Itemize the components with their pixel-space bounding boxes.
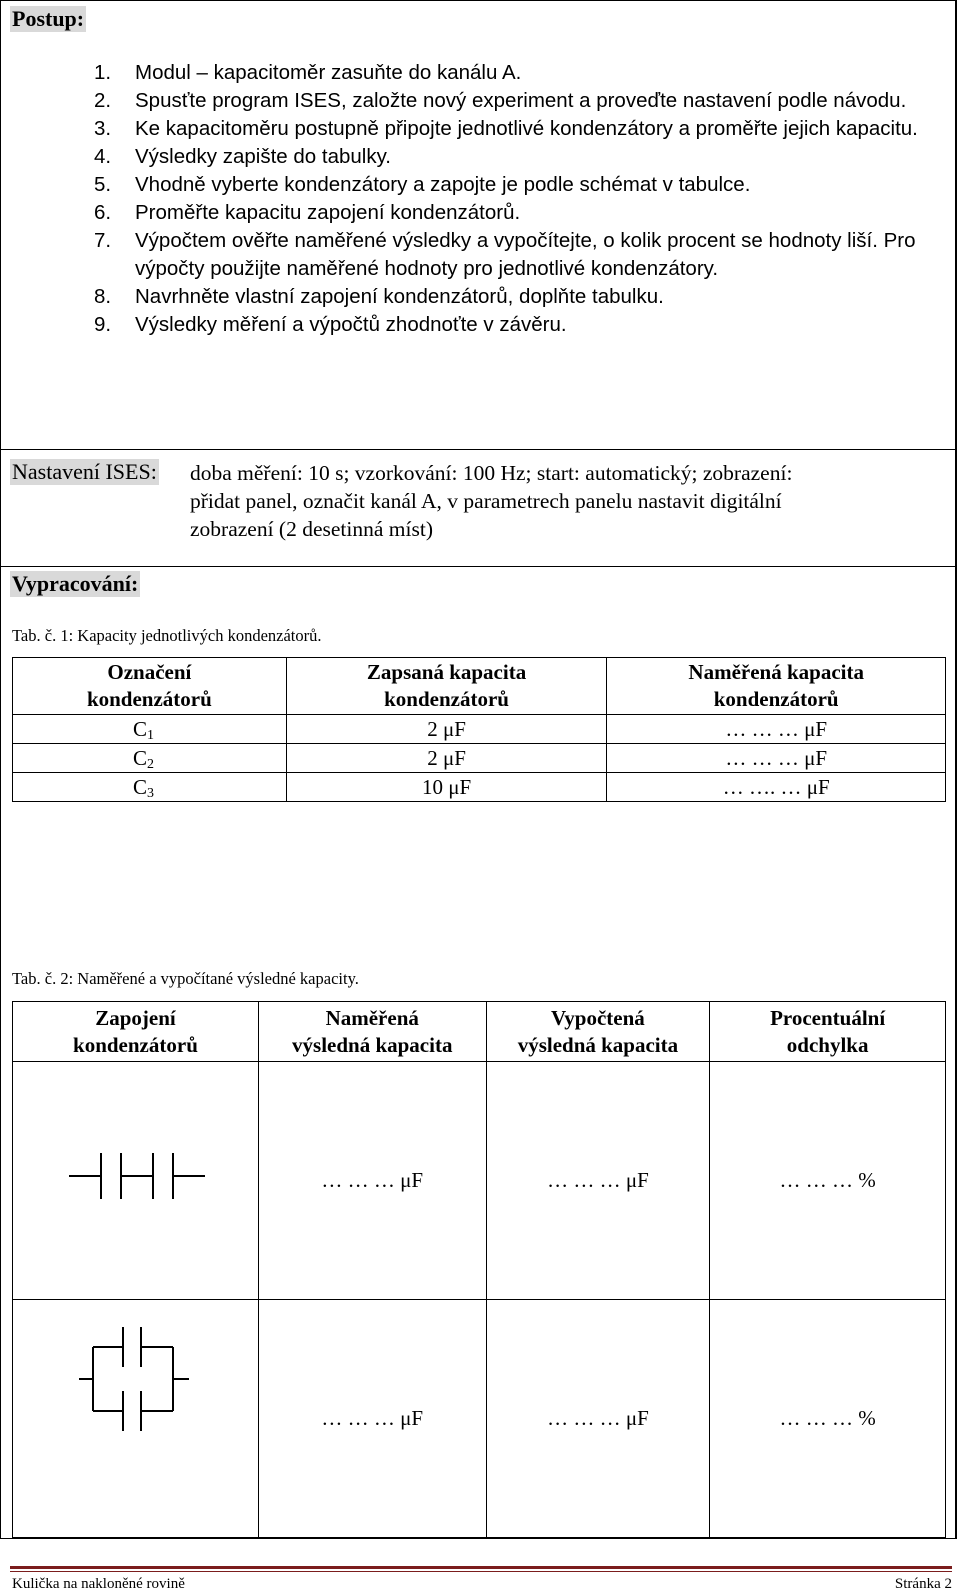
percent-deviation: … … … % [710,1300,946,1538]
table-header-row [13,658,946,715]
capacitor-label: $C_1$ [13,715,287,744]
divider-postup [0,449,957,450]
measured-capacity: … … … μF [607,715,946,744]
step-item: 1. Modul – kapacitoměr zasuňte do kanálu A. [94,61,522,84]
step-item: 2. Spusťte program ISES, založte nový experiment a proveďte nastavení podle návodu. [94,89,907,112]
table1-caption: Tab. č. 1: Kapacity jednotlivých kondenzátorů. [12,626,322,645]
frame-left-border [0,0,1,1538]
postup-heading: Postup: [12,6,85,31]
divider-top [0,0,957,1]
ises-line: přidat panel, označit kanál A, v parametrech panelu nastavit digitální [190,489,782,513]
table-row [13,715,946,744]
table-row [13,1300,946,1538]
calculated-total: … … … μF [486,1300,710,1538]
schematic-cell [13,1300,259,1538]
step-item: 8. Navrhněte vlastní zapojení kondenzátorů, doplňte tabulku. [94,285,664,308]
step-item: 3. Ke kapacitoměru postupně připojte jednotlivé kondenzátory a proměřte jejich kapacitu. [94,117,918,140]
calculated-total: … … … μF [486,1062,710,1300]
nominal-capacity: 10 μF [286,773,607,802]
column-header: Označení kondenzátorů [13,658,287,715]
ises-line: doba měření: 10 s; vzorkování: 100 Hz; start: automatický; zobrazení: [190,461,793,485]
column-header: Zapojení kondenzátorů [13,1002,259,1062]
column-header: Naměřená výsledná kapacita [258,1002,486,1062]
series-capacitors-icon [69,1141,219,1211]
percent-deviation: … … … % [710,1062,946,1300]
nominal-capacity: 2 μF [286,715,607,744]
footer-title: Kulička na nakloněné rovině [12,1576,185,1592]
table-header-row [13,1002,946,1062]
ises-label: Nastavení ISES: [12,459,157,484]
measured-capacity: … …. … μF [607,773,946,802]
step-item: 7. Výpočtem ověřte naměřené výsledky a vypočítejte, o kolik procent se hodnoty liší. Pro výpočty použijte naměřené hodnoty pro jednotlivé kondenzátory. [94,229,916,280]
step-item: 9. Výsledky měření a výpočtů zhodnoťte v závěru. [94,313,567,336]
parallel-capacitors-icon [79,1319,209,1439]
vypracovani-heading: Vypracování: [12,571,139,596]
table-row [13,744,946,773]
table2-caption: Tab. č. 2: Naměřené a vypočítané výsledné kapacity. [12,969,359,988]
column-header: Zapsaná kapacita kondenzátorů [286,658,607,715]
step-item: 5. Vhodně vyberte kondenzátory a zapojte je podle schémat v tabulce. [94,173,751,196]
combination-table [12,1001,946,1538]
divider-bottom [0,1538,957,1539]
step-item: 4. Výsledky zapište do tabulky. [94,145,391,168]
measured-capacity: … … … μF [607,744,946,773]
capacitor-label: $C_3$ [13,773,287,802]
column-header: Naměřená kapacita kondenzátorů [607,658,946,715]
page-number: Stránka 2 [894,1576,952,1592]
step-item: 6. Proměřte kapacitu zapojení kondenzátorů. [94,201,521,224]
capacity-table [12,657,946,802]
measured-total: … … … μF [258,1062,486,1300]
footer-rule [10,1566,952,1569]
schematic-cell [13,1062,259,1300]
ises-line: zobrazení (2 desetinná míst) [190,517,433,541]
steps-list [94,59,934,339]
column-header: Procentuální odchylka [710,1002,946,1062]
measured-total: … … … μF [258,1300,486,1538]
capacitor-label: $C_2$ [13,744,287,773]
ises-settings [190,459,935,543]
nominal-capacity: 2 μF [286,744,607,773]
table-row [13,773,946,802]
footer-rule-thin [10,1571,952,1572]
column-header: Vypočtená výsledná kapacita [486,1002,710,1062]
table-row [13,1062,946,1300]
divider-ises [0,566,957,567]
